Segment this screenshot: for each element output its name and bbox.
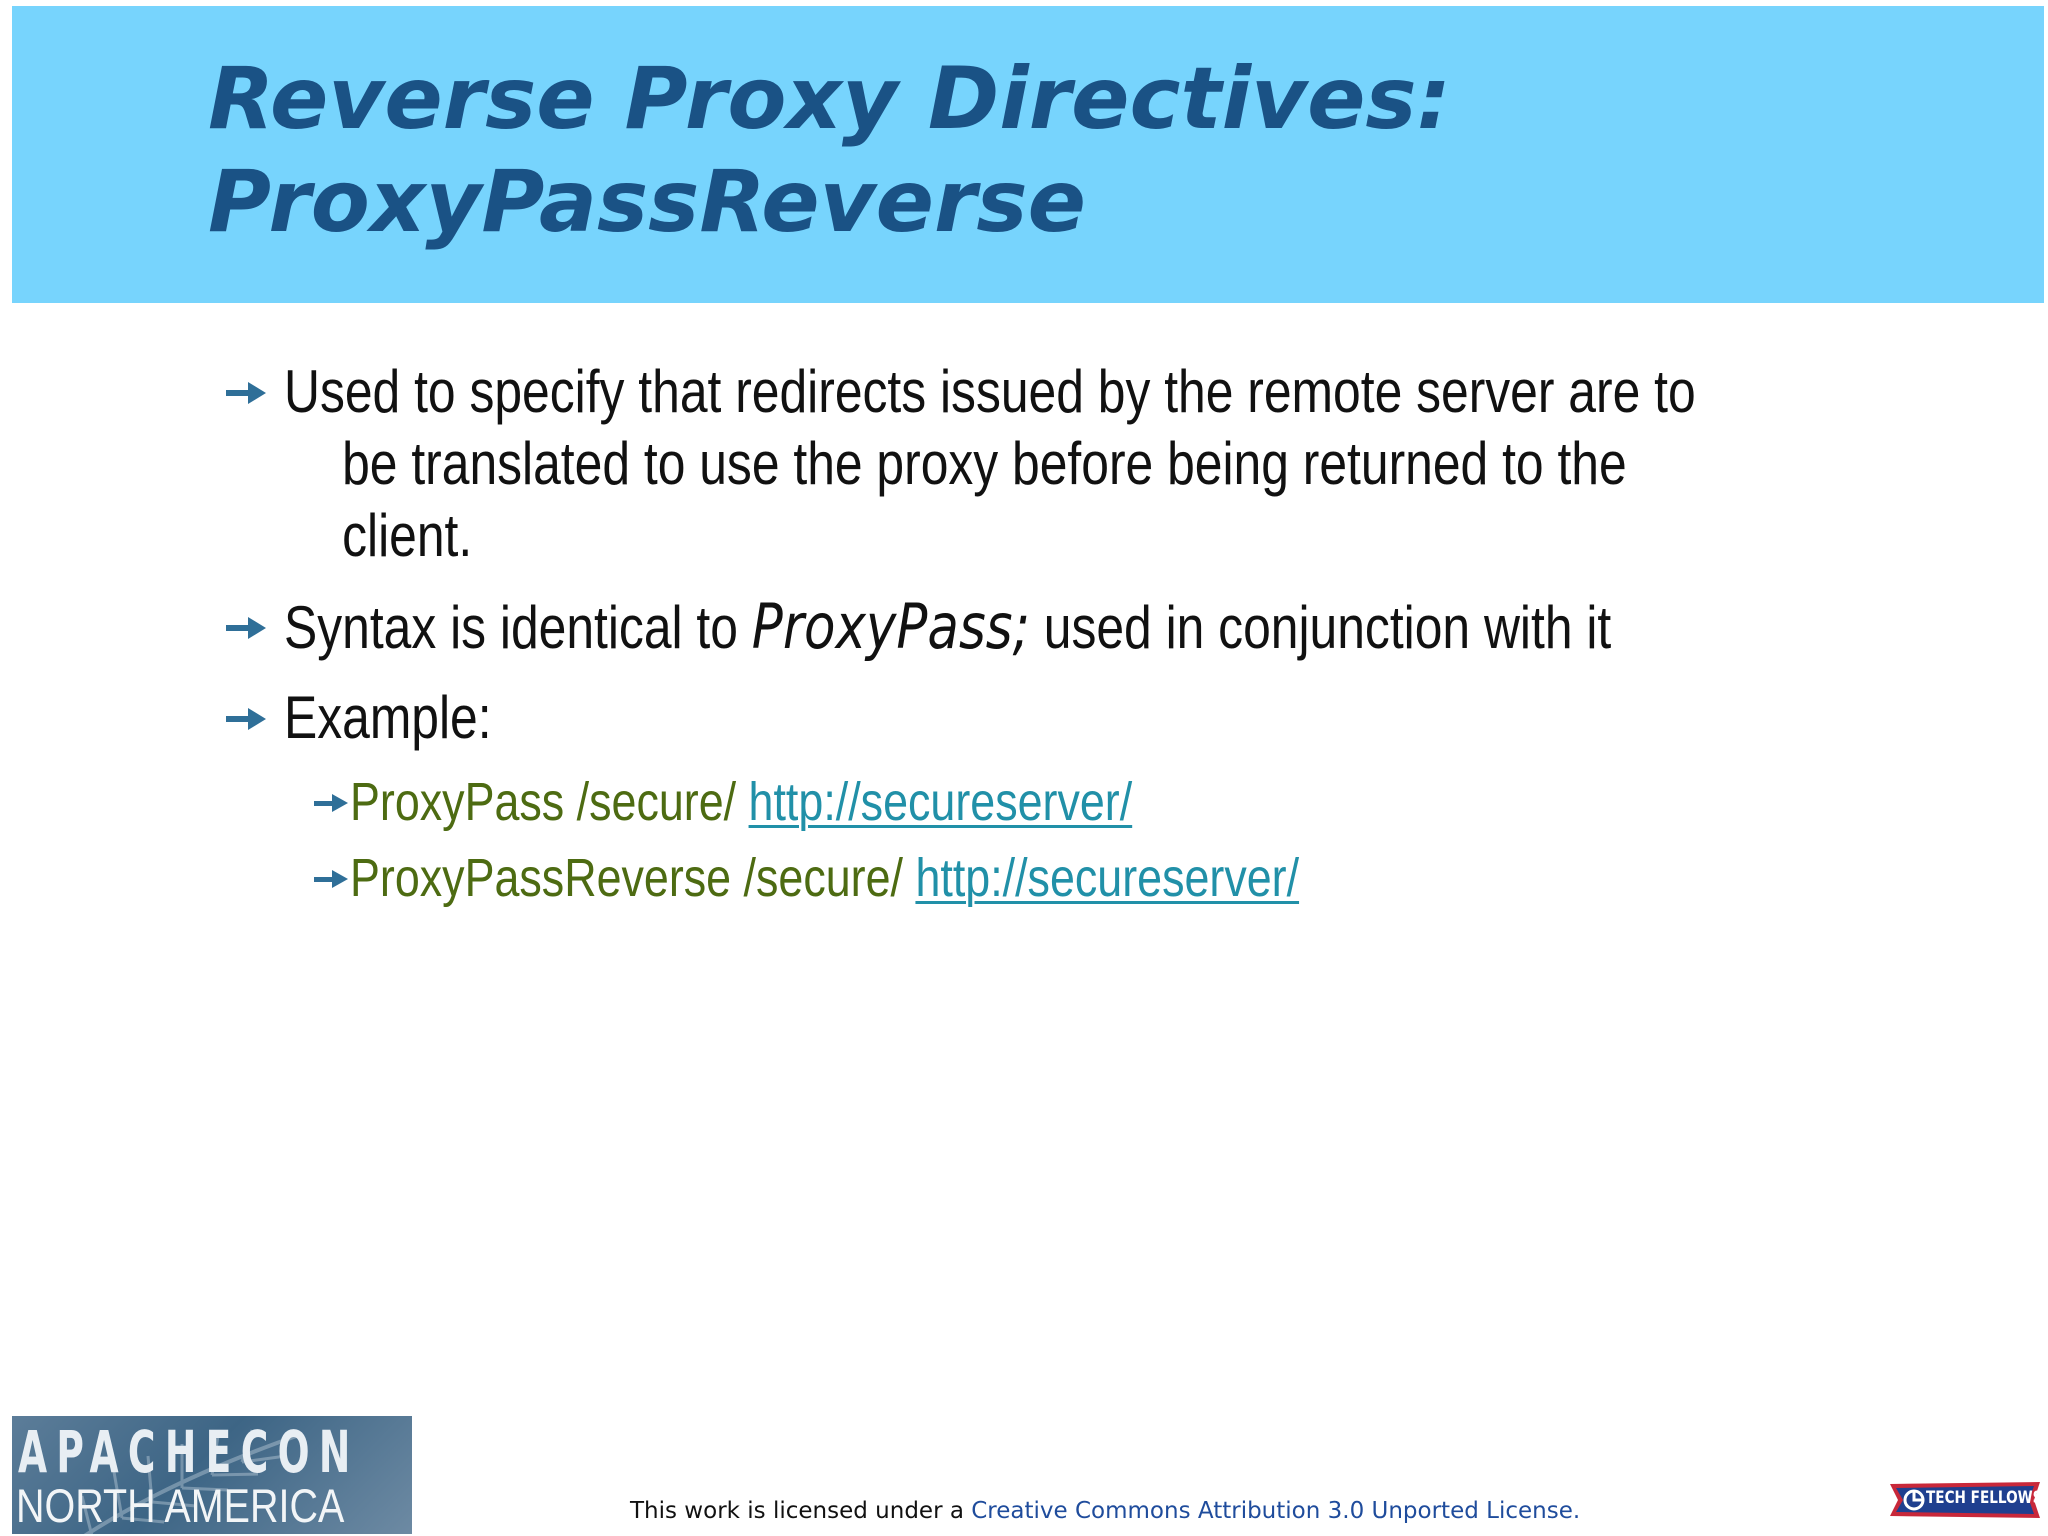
- bullet-text: [284, 682, 1904, 754]
- bullet-text: [284, 591, 1904, 664]
- logo-line-2: NORTH AMERICA: [16, 1479, 345, 1532]
- bullet-line: client.: [342, 502, 473, 569]
- right-arrow-icon: [224, 591, 268, 663]
- license-prefix: This work is licensed under a: [630, 1498, 972, 1524]
- bullet-line: [284, 591, 1629, 664]
- bullet-text-suffix: used in conjunction with it: [1029, 594, 1612, 661]
- bullet-text: [284, 356, 1904, 572]
- bullet-line: Example:: [284, 684, 492, 751]
- bullet-line: Used to specify that redirects issued by the remote server are to: [284, 358, 1696, 425]
- slide-title: [208, 48, 1908, 254]
- example-command: ProxyPass /secure/: [350, 772, 749, 832]
- apachecon-logo: [12, 1416, 412, 1534]
- tech-fellows-badge: [1890, 1480, 2043, 1520]
- example-line: [350, 770, 1132, 834]
- right-arrow-icon: [224, 356, 268, 428]
- example-line: [350, 846, 1299, 910]
- right-arrow-icon: [224, 682, 268, 754]
- badge-text: TECH FELLOWS: [1926, 1488, 2043, 1508]
- bullet-text-prefix: Syntax is identical to: [284, 594, 752, 661]
- license-footer: [630, 1496, 1580, 1526]
- right-arrow-icon: [312, 770, 350, 834]
- secureserver-link[interactable]: http://secureserver/: [748, 772, 1133, 832]
- bullet-line: be translated to use the proxy before being returned to the: [342, 430, 1627, 497]
- secureserver-link[interactable]: http://secureserver/: [915, 848, 1300, 908]
- license-link[interactable]: Creative Commons Attribution 3.0 Unported License.: [971, 1498, 1581, 1524]
- bullet-item: [224, 356, 1884, 572]
- proxypass-emphasis: ProxyPass;: [751, 590, 1030, 663]
- bullet-item: [224, 591, 1884, 663]
- logo-line-1: APACHECON: [18, 1418, 360, 1486]
- bullet-item: [224, 682, 1884, 754]
- slide-title-line-2: ProxyPassReverse: [208, 152, 1086, 252]
- right-arrow-icon: [312, 846, 350, 910]
- example-command: ProxyPassReverse /secure/: [350, 848, 916, 908]
- slide-title-line-1: Reverse Proxy Directives:: [208, 49, 1452, 149]
